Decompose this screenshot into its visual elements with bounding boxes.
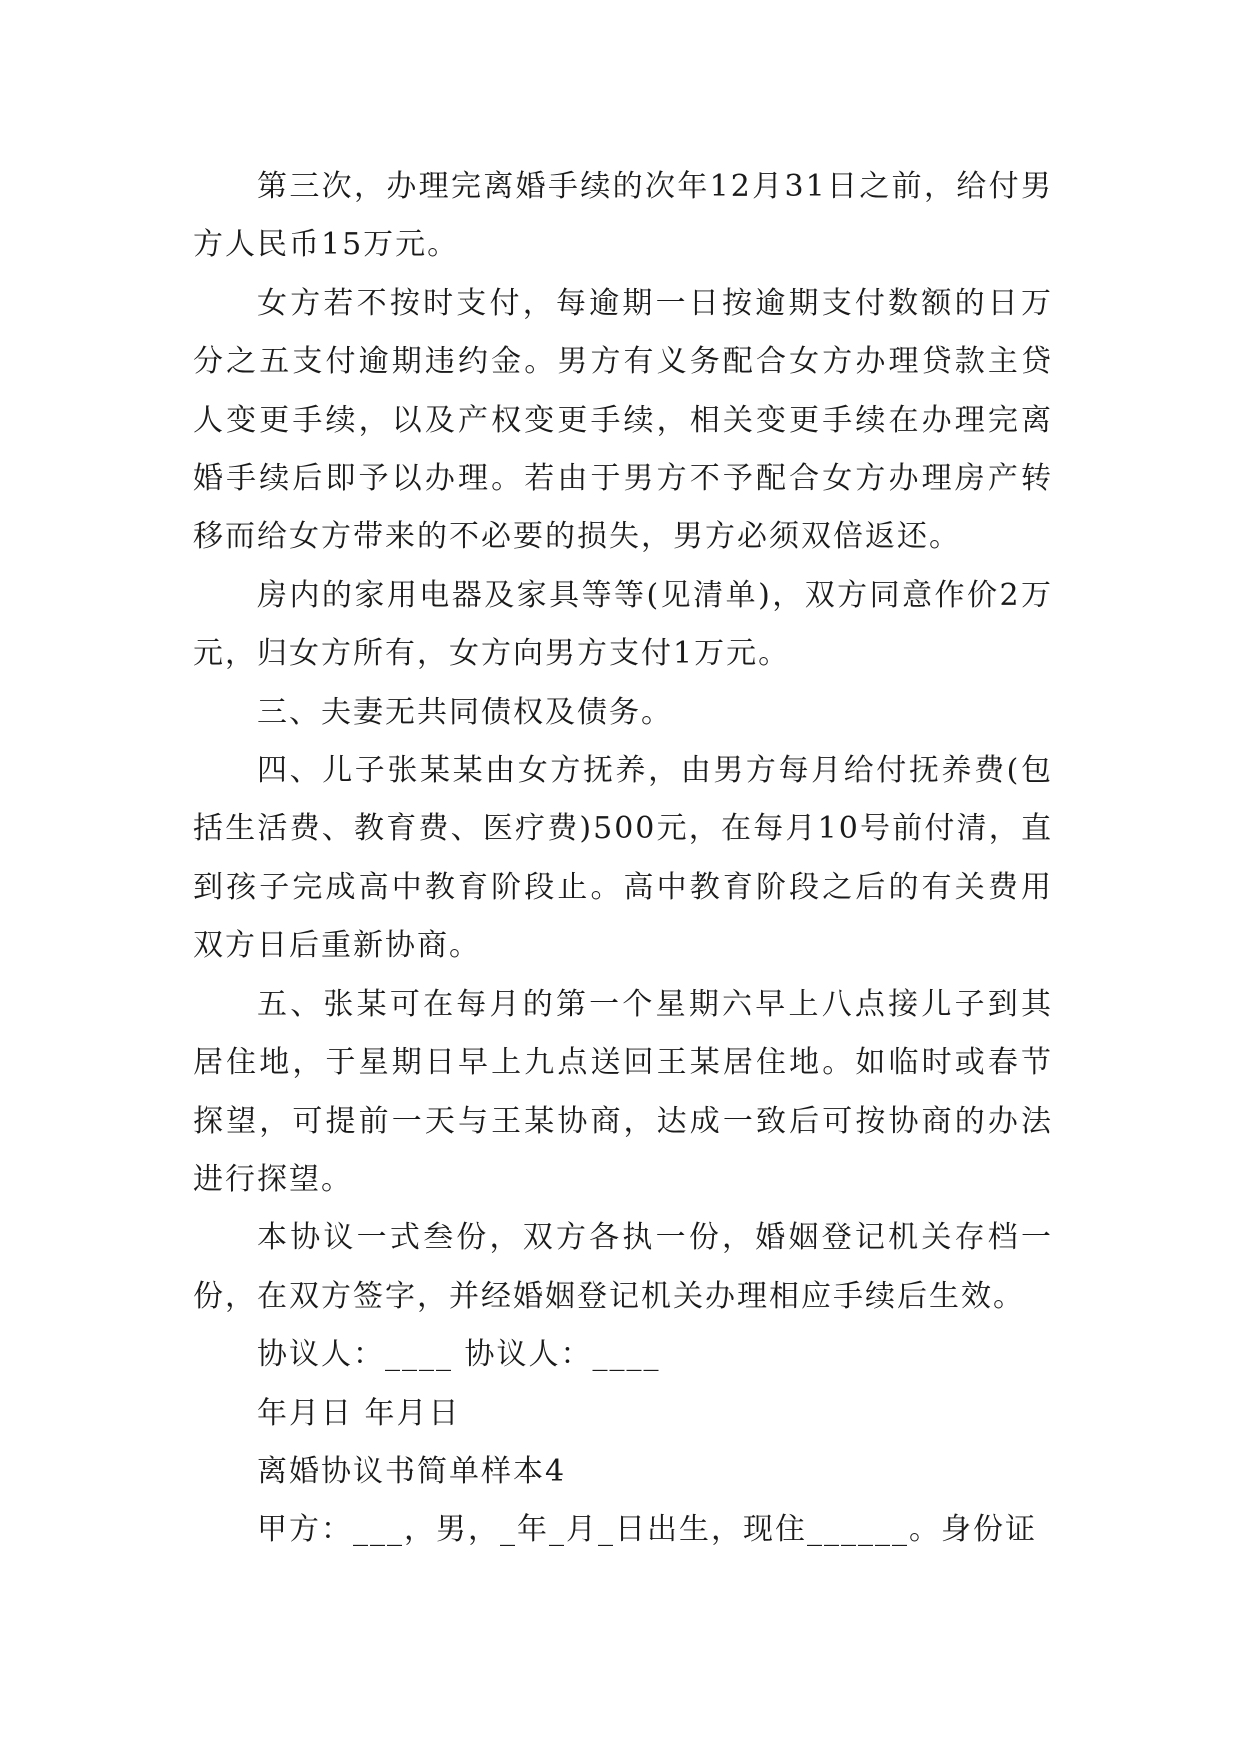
paragraph-no-debts: 三、夫妻无共同债权及债务。 bbox=[257, 694, 673, 730]
paragraph-third-payment: 第三次，办理完离婚手续的次年12月31日之前，给付男方人民币15万元。 bbox=[193, 169, 1053, 263]
paragraph-appliances: 房内的家用电器及家具等等(见清单)，双方同意作价2万元，归女方所有，女方向男方支付1万元。 bbox=[193, 577, 1053, 672]
paragraph-child-support: 四、儿子张某某由女方抚养，由男方每月给付抚养费(包括生活费、教育费、医疗费)500元，在每月10号前付清，直到孩子完成高中教育阶段止。高中教育阶段之后的有关费用双方日后重新协商。 bbox=[193, 753, 1053, 964]
signature-line: 协议人：____ 协议人：____ bbox=[257, 1337, 661, 1373]
paragraph-late-payment: 女方若不按时支付，每逾期一日按逾期支付数额的日万分之五支付逾期违约金。男方有义务配合女方办理贷款主贷人变更手续，以及产权变更手续，相关变更手续在办理完离婚手续后即予以办理。若由于男方不予配合女方办理房产转移而给女方带来的不必要的损失，男方必须双倍返还。 bbox=[193, 285, 1053, 555]
sample-title: 离婚协议书简单样本4 bbox=[257, 1453, 567, 1489]
party-a-line: 甲方：___，男，_年_月_日出生，现住______。身份证 bbox=[257, 1512, 1037, 1548]
paragraph-visitation: 五、张某可在每月的第一个星期六早上八点接儿子到其居住地，于星期日早上九点送回王某居住地。如临时或春节探望，可提前一天与王某协商，达成一致后可按协商的办法进行探望。 bbox=[193, 986, 1053, 1197]
paragraph-copies: 本协议一式叁份，双方各执一份，婚姻登记机关存档一份，在双方签字，并经婚姻登记机关办理相应手续后生效。 bbox=[193, 1220, 1053, 1314]
date-line: 年月日 年月日 bbox=[257, 1395, 461, 1431]
document-body bbox=[193, 158, 1053, 1560]
